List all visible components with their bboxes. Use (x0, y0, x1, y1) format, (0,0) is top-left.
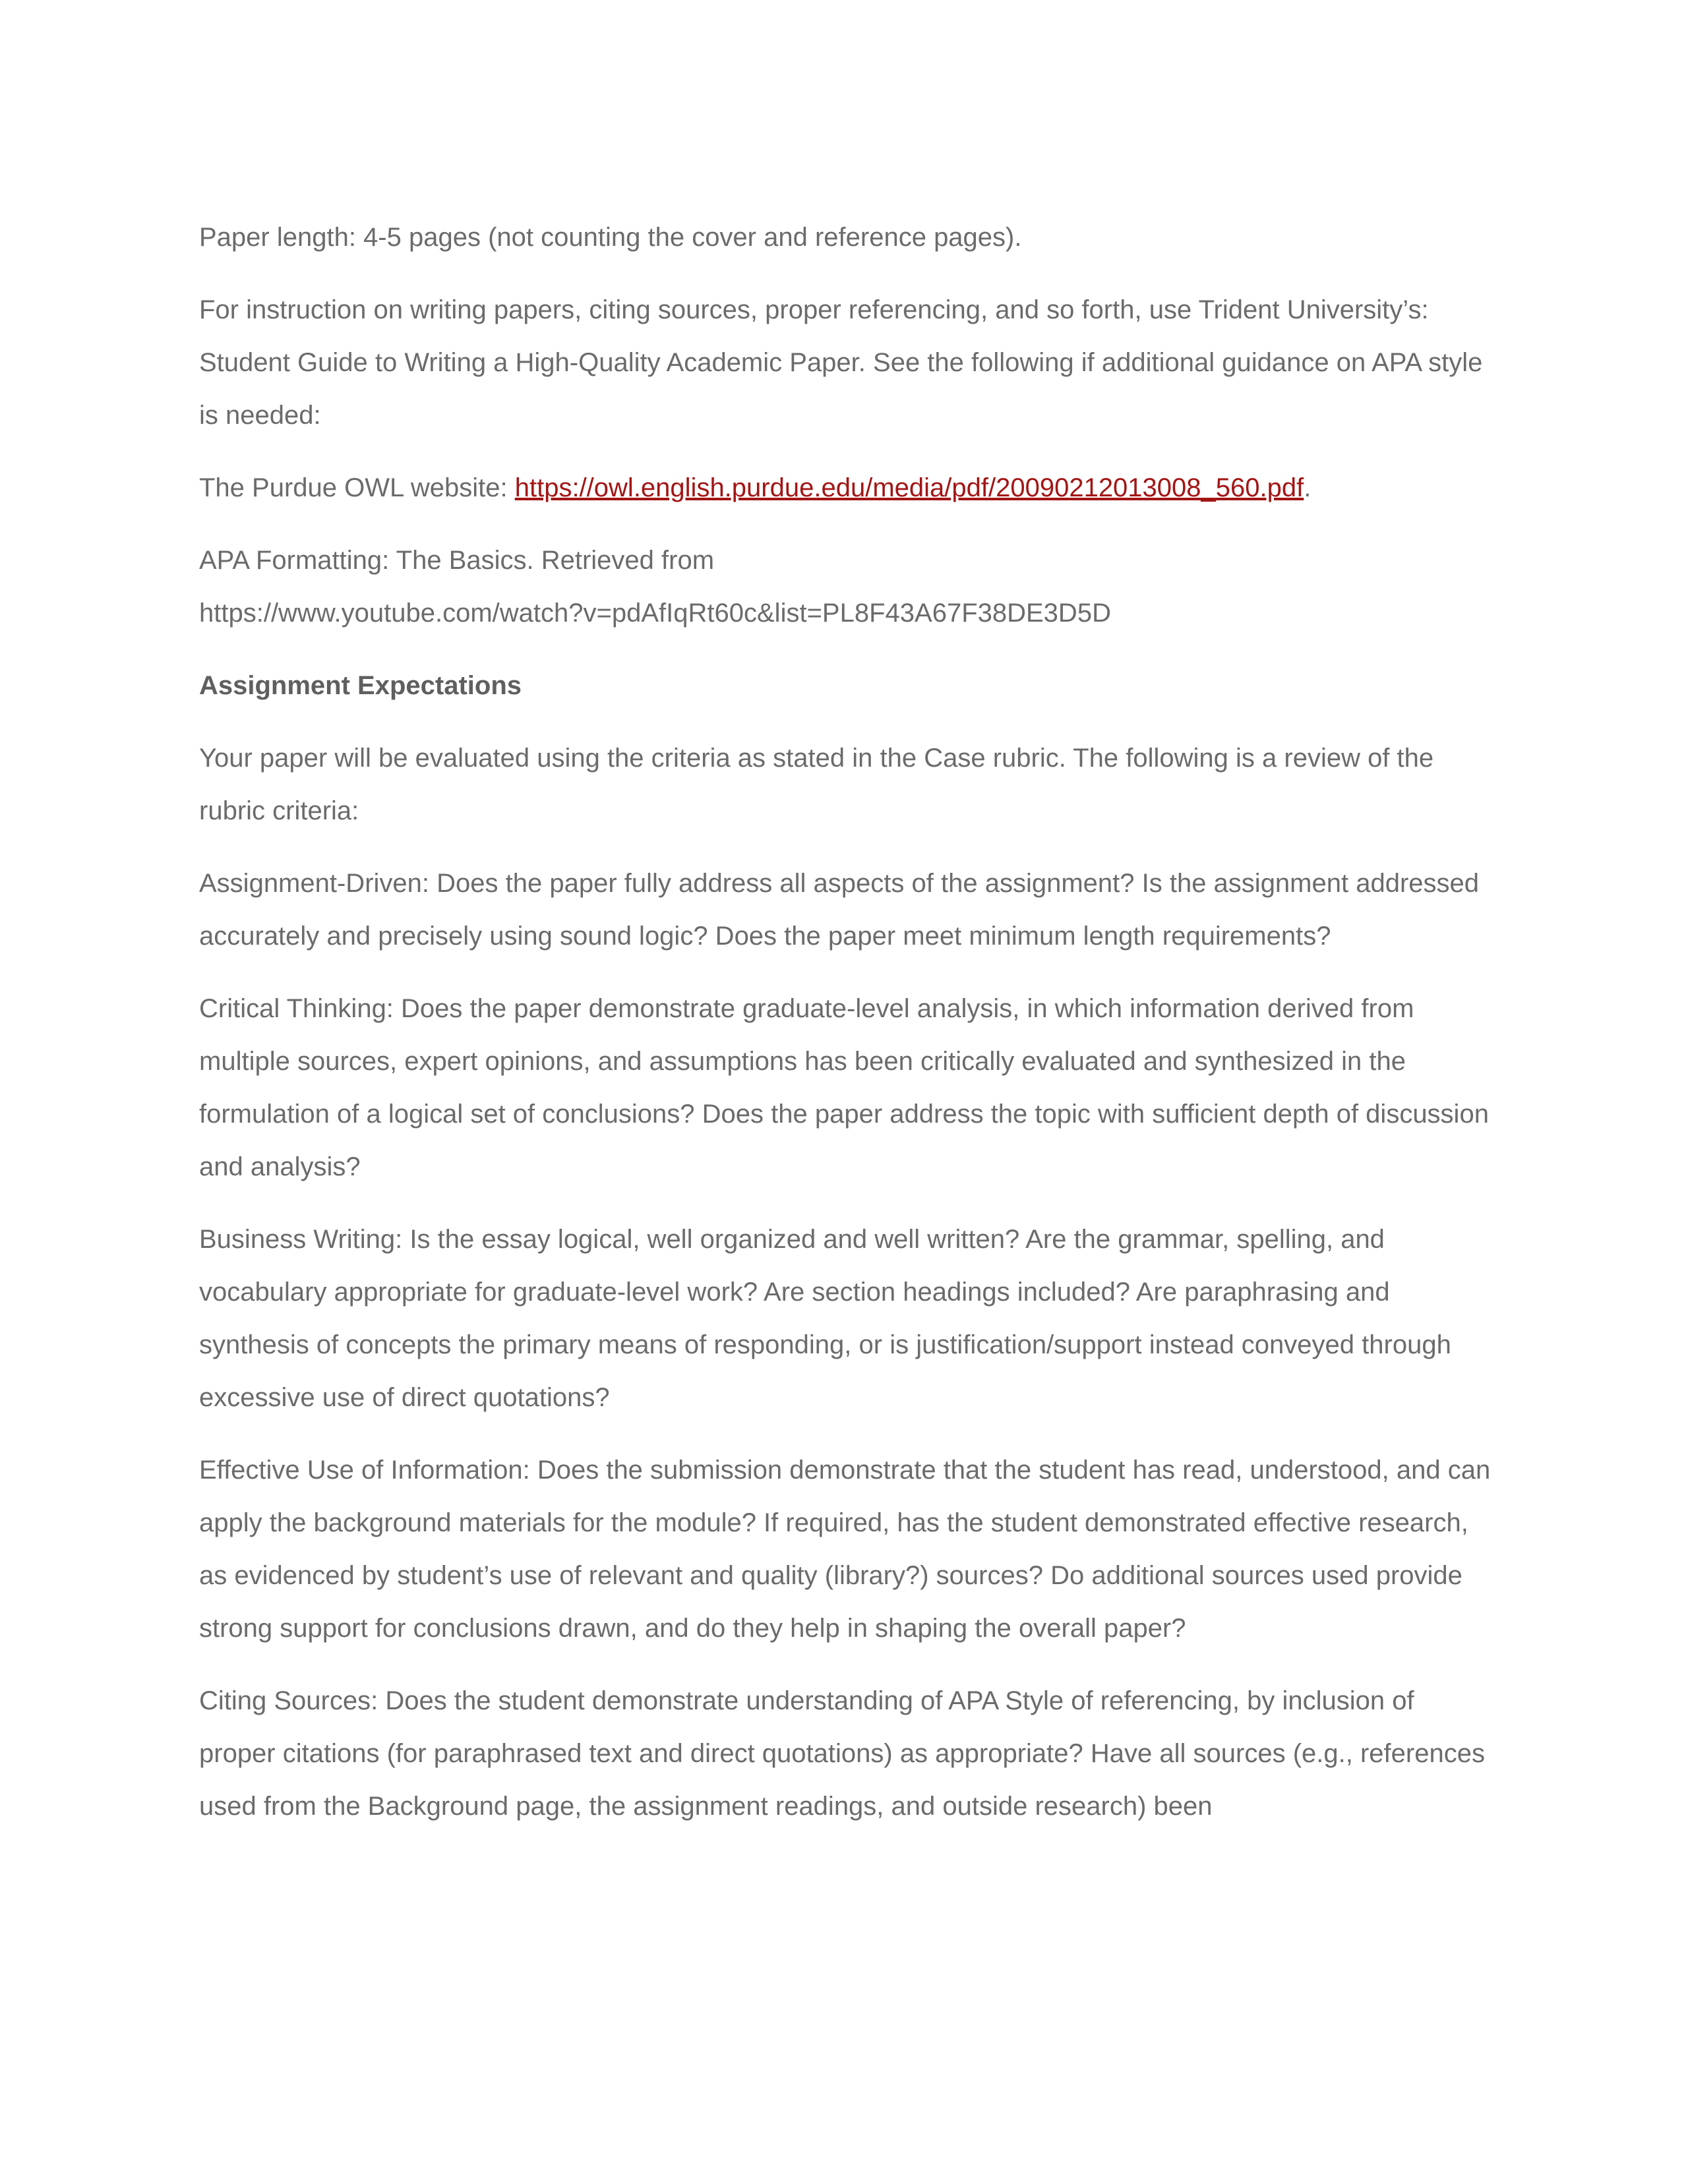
purdue-owl-paragraph (199, 461, 1492, 514)
apa-formatting-paragraph (199, 534, 1492, 639)
purdue-owl-link[interactable]: https://owl.english.purdue.edu/media/pdf/20090212013008_560.pdf (514, 473, 1304, 502)
instruction-paragraph: For instruction on writing papers, citing sources, proper referencing, and so forth, use Trident University’s: Student Guide to Writing a High-Quality Academic Paper. See the following if additional guidance on APA style is needed: (199, 295, 1483, 430)
document-body (199, 211, 1492, 1852)
business-writing-paragraph: Business Writing: Is the essay logical, well organized and well written? Are the grammar, spelling, and vocabulary appropriate for graduate-level work? Are section headings included? Are paraphrasing and synthesis of concepts the primary means of responding, or is justification/support instead conveyed through excessive use of direct quotations? (199, 1225, 1451, 1412)
evaluation-paragraph: Your paper will be evaluated using the criteria as stated in the Case rubric. The following is a review of the rubric criteria: (199, 744, 1434, 825)
paper-length-paragraph: Paper length: 4-5 pages (not counting the cover and reference pages). (199, 223, 1022, 252)
assignment-driven-paragraph: Assignment-Driven: Does the paper fully address all aspects of the assignment? Is the assignment addressed accurately and precisely using sound logic? Does the paper meet minimum length requirements? (199, 869, 1480, 951)
citing-sources-paragraph: Citing Sources: Does the student demonstrate understanding of APA Style of referencing, by inclusion of proper citations (for paraphrased text and direct quotations) as appropriate? Have all sources (e.g., references used from the Background page, the assignment readings, and outside research) been (199, 1686, 1485, 1821)
critical-thinking-paragraph: Critical Thinking: Does the paper demonstrate graduate-level analysis, in which information derived from multiple sources, expert opinions, and assumptions has been critically evaluated and synthesized in the formulation of a logical set of conclusions? Does the paper address the topic with sufficient depth of discussion and analysis? (199, 994, 1489, 1181)
apa-formatting-url: https://www.youtube.com/watch?v=pdAfIqRt60c&list=PL8F43A67F38DE3D5D (199, 599, 1111, 628)
purdue-owl-label: The Purdue OWL website: (199, 473, 515, 502)
assignment-expectations-heading: Assignment Expectations (199, 671, 522, 700)
apa-formatting-title: APA Formatting: The Basics. Retrieved from (199, 546, 715, 575)
purdue-owl-period: . (1304, 473, 1311, 502)
effective-use-paragraph: Effective Use of Information: Does the submission demonstrate that the student has read, understood, and can apply the background materials for the module? If required, has the student demonstrated effective research, as evidenced by student’s use of relevant and quality (library?) sources? Do additional sources used provide strong support for conclusions drawn, and do they help in shaping the overall paper? (199, 1456, 1491, 1643)
